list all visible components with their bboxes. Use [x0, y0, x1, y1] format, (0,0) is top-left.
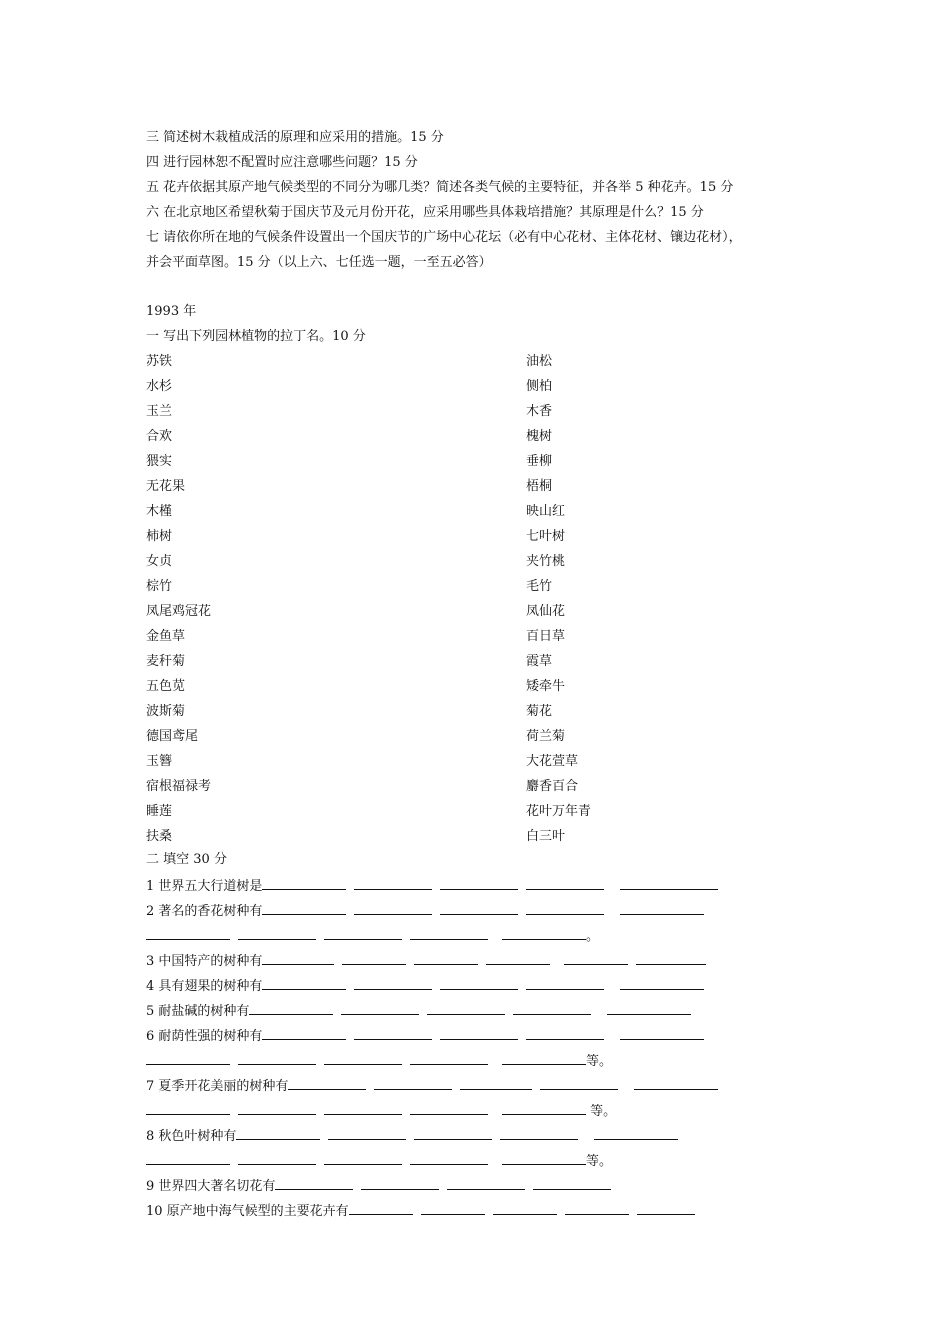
answer-blank[interactable] [262, 976, 346, 990]
answer-blank[interactable] [354, 1026, 432, 1040]
plant-left-item: 柿树 [146, 529, 173, 544]
plant-left-item: 玉兰 [146, 404, 173, 419]
plant-left-item: 五色苋 [146, 679, 186, 694]
answer-blank[interactable] [526, 1026, 604, 1040]
answer-blank[interactable] [275, 1176, 353, 1190]
answer-blank[interactable] [440, 976, 518, 990]
plant-left-item: 扶桑 [146, 829, 173, 844]
fill-item-2-continued [146, 926, 599, 946]
plant-right-item: 映山红 [526, 504, 566, 519]
fill-item-8-label: 8 秋色叶树种有 [146, 1129, 237, 1144]
answer-blank[interactable] [564, 951, 628, 965]
answer-blank[interactable] [324, 1101, 402, 1115]
answer-blank[interactable] [328, 1126, 406, 1140]
answer-blank[interactable] [410, 1051, 488, 1065]
answer-blank[interactable] [354, 976, 432, 990]
answer-blank[interactable] [238, 1101, 316, 1115]
answer-blank[interactable] [354, 876, 432, 890]
plant-left-item: 木槿 [146, 504, 173, 519]
plant-left-item: 睡莲 [146, 804, 173, 819]
fill-item-6-continued [146, 1051, 612, 1071]
fill-item-10 [146, 1201, 695, 1221]
answer-blank[interactable] [620, 976, 704, 990]
answer-blank[interactable] [342, 951, 406, 965]
plant-right-item: 油松 [526, 354, 553, 369]
question-6: 六 在北京地区希望秋菊于国庆节及元月份开花，应采用哪些具体栽培措施？其原理是什么？15 分 [146, 205, 704, 220]
question-5: 五 花卉依据其原产地气候类型的不同分为哪几类？简述各类气候的主要特征，并各举 5 种花卉。15 分 [146, 180, 734, 195]
answer-blank[interactable] [324, 1151, 402, 1165]
answer-blank[interactable] [636, 951, 706, 965]
fill-item-7-label: 7 夏季开花美丽的树种有 [146, 1079, 289, 1094]
fill-item-8 [146, 1126, 678, 1146]
answer-blank[interactable] [526, 901, 604, 915]
answer-blank[interactable] [341, 1001, 419, 1015]
question-7: 七 请依你所在地的气候条件设置出一个国庆节的广场中心花坛（必有中心花材、主体花材、镶边花材）， [146, 230, 742, 245]
plant-left-item: 无花果 [146, 479, 186, 494]
plant-right-item: 七叶树 [526, 529, 566, 544]
answer-blank[interactable] [374, 1076, 452, 1090]
answer-blank[interactable] [146, 1151, 230, 1165]
question-7-continued: 并会平面草图。15 分（以上六、七任选一题，一至五必答） [146, 255, 492, 270]
answer-blank[interactable] [324, 926, 402, 940]
answer-blank[interactable] [238, 926, 316, 940]
plant-left-item: 水杉 [146, 379, 173, 394]
answer-blank[interactable] [607, 1001, 691, 1015]
plant-right-item: 霞草 [526, 654, 553, 669]
answer-blank[interactable] [493, 1201, 557, 1215]
answer-blank[interactable] [637, 1201, 695, 1215]
section-1-title: 一 写出下列园林植物的拉丁名。10 分 [146, 329, 366, 344]
answer-blank[interactable] [238, 1151, 316, 1165]
plant-right-item: 槐树 [526, 429, 553, 444]
plant-right-item: 荷兰菊 [526, 729, 566, 744]
plant-right-item: 麝香百合 [526, 779, 579, 794]
answer-blank[interactable] [349, 1201, 413, 1215]
answer-blank[interactable] [634, 1076, 718, 1090]
plant-left-item: 合欢 [146, 429, 173, 444]
plant-right-item: 凤仙花 [526, 604, 566, 619]
plant-left-item: 麦秆菊 [146, 654, 186, 669]
fill-item-6 [146, 1026, 704, 1046]
fill-item-5 [146, 1001, 691, 1021]
answer-blank[interactable] [414, 1126, 492, 1140]
answer-blank[interactable] [540, 1076, 618, 1090]
answer-blank[interactable] [288, 1076, 366, 1090]
fill-item-9 [146, 1176, 611, 1196]
plant-right-item: 百日草 [526, 629, 566, 644]
plant-left-item: 猥实 [146, 454, 173, 469]
answer-blank[interactable] [262, 1026, 346, 1040]
fill-item-6-label: 6 耐荫性强的树种有 [146, 1029, 263, 1044]
answer-blank[interactable] [594, 1126, 678, 1140]
plant-right-item: 白三叶 [526, 829, 566, 844]
fill-item-8-continued [146, 1151, 612, 1171]
plant-right-item: 菊花 [526, 704, 553, 719]
answer-blank[interactable] [502, 926, 586, 940]
answer-blank[interactable] [324, 1051, 402, 1065]
fill-item-7-end: 等。 [586, 1104, 617, 1119]
answer-blank[interactable] [502, 1101, 586, 1115]
answer-blank[interactable] [410, 1101, 488, 1115]
fill-item-9-label: 9 世界四大著名切花有 [146, 1179, 276, 1194]
section-2-title: 二 填空 30 分 [146, 852, 227, 867]
plant-right-item: 矮牵牛 [526, 679, 566, 694]
plant-left-item: 女贞 [146, 554, 173, 569]
plant-left-item: 德国鸢尾 [146, 729, 199, 744]
answer-blank[interactable] [238, 1051, 316, 1065]
plant-right-item: 大花萱草 [526, 754, 579, 769]
answer-blank[interactable] [262, 951, 334, 965]
answer-blank[interactable] [414, 951, 478, 965]
answer-blank[interactable] [500, 1126, 578, 1140]
fill-item-2 [146, 901, 704, 921]
year-heading: 1993 年 [146, 304, 197, 319]
answer-blank[interactable] [620, 901, 704, 915]
answer-blank[interactable] [486, 951, 550, 965]
answer-blank[interactable] [526, 976, 604, 990]
answer-blank[interactable] [262, 876, 346, 890]
fill-item-7 [146, 1076, 718, 1096]
answer-blank[interactable] [502, 1051, 586, 1065]
answer-blank[interactable] [460, 1076, 532, 1090]
fill-item-4 [146, 976, 704, 996]
plant-right-item: 木香 [526, 404, 553, 419]
answer-blank[interactable] [440, 876, 518, 890]
plant-right-item: 夹竹桃 [526, 554, 566, 569]
answer-blank[interactable] [526, 876, 604, 890]
answer-blank[interactable] [440, 901, 518, 915]
answer-blank[interactable] [361, 1176, 439, 1190]
answer-blank[interactable] [410, 926, 488, 940]
plant-left-item: 棕竹 [146, 579, 173, 594]
fill-item-8-end: 等。 [586, 1154, 613, 1169]
fill-item-5-label: 5 耐盐碱的树种有 [146, 1004, 250, 1019]
answer-blank[interactable] [427, 1001, 505, 1015]
answer-blank[interactable] [620, 1026, 704, 1040]
answer-blank[interactable] [146, 1101, 230, 1115]
answer-blank[interactable] [236, 1126, 320, 1140]
fill-item-2-label: 2 著名的香花树种有 [146, 904, 263, 919]
answer-blank[interactable] [620, 876, 718, 890]
plant-left-item: 金鱼草 [146, 629, 186, 644]
answer-blank[interactable] [146, 926, 230, 940]
plant-right-item: 侧柏 [526, 379, 553, 394]
plant-left-item: 苏铁 [146, 354, 173, 369]
answer-blank[interactable] [440, 1026, 518, 1040]
answer-blank[interactable] [447, 1176, 525, 1190]
plant-left-item: 玉簪 [146, 754, 173, 769]
plant-right-item: 毛竹 [526, 579, 553, 594]
fill-item-6-end: 等。 [586, 1054, 613, 1069]
answer-blank[interactable] [146, 1051, 230, 1065]
answer-blank[interactable] [533, 1176, 611, 1190]
fill-item-1 [146, 876, 718, 896]
answer-blank[interactable] [565, 1201, 629, 1215]
fill-item-10-label: 10 原产地中海气候型的主要花卉有 [146, 1204, 349, 1219]
plant-right-item: 垂柳 [526, 454, 553, 469]
fill-item-4-label: 4 具有翅果的树种有 [146, 979, 263, 994]
answer-blank[interactable] [513, 1001, 591, 1015]
answer-blank[interactable] [262, 901, 346, 915]
plant-left-item: 波斯菊 [146, 704, 186, 719]
fill-item-7-continued [146, 1101, 616, 1121]
question-3: 三 简述树木栽植成活的原理和应采用的措施。15 分 [146, 130, 444, 145]
answer-blank[interactable] [249, 1001, 333, 1015]
plant-left-item: 宿根福禄考 [146, 779, 212, 794]
fill-item-3-label: 3 中国特产的树种有 [146, 954, 263, 969]
fill-item-2-end: 。 [586, 929, 600, 944]
answer-blank[interactable] [502, 1151, 586, 1165]
plant-right-item: 梧桐 [526, 479, 553, 494]
fill-item-3 [146, 951, 706, 971]
question-4: 四 进行园林恕不配置时应注意哪些问题？15 分 [146, 155, 418, 170]
answer-blank[interactable] [354, 901, 432, 915]
answer-blank[interactable] [421, 1201, 485, 1215]
fill-item-1-label: 1 世界五大行道树是 [146, 879, 263, 894]
answer-blank[interactable] [410, 1151, 488, 1165]
plant-left-item: 凤尾鸡冠花 [146, 604, 212, 619]
plant-right-item: 花叶万年青 [526, 804, 592, 819]
